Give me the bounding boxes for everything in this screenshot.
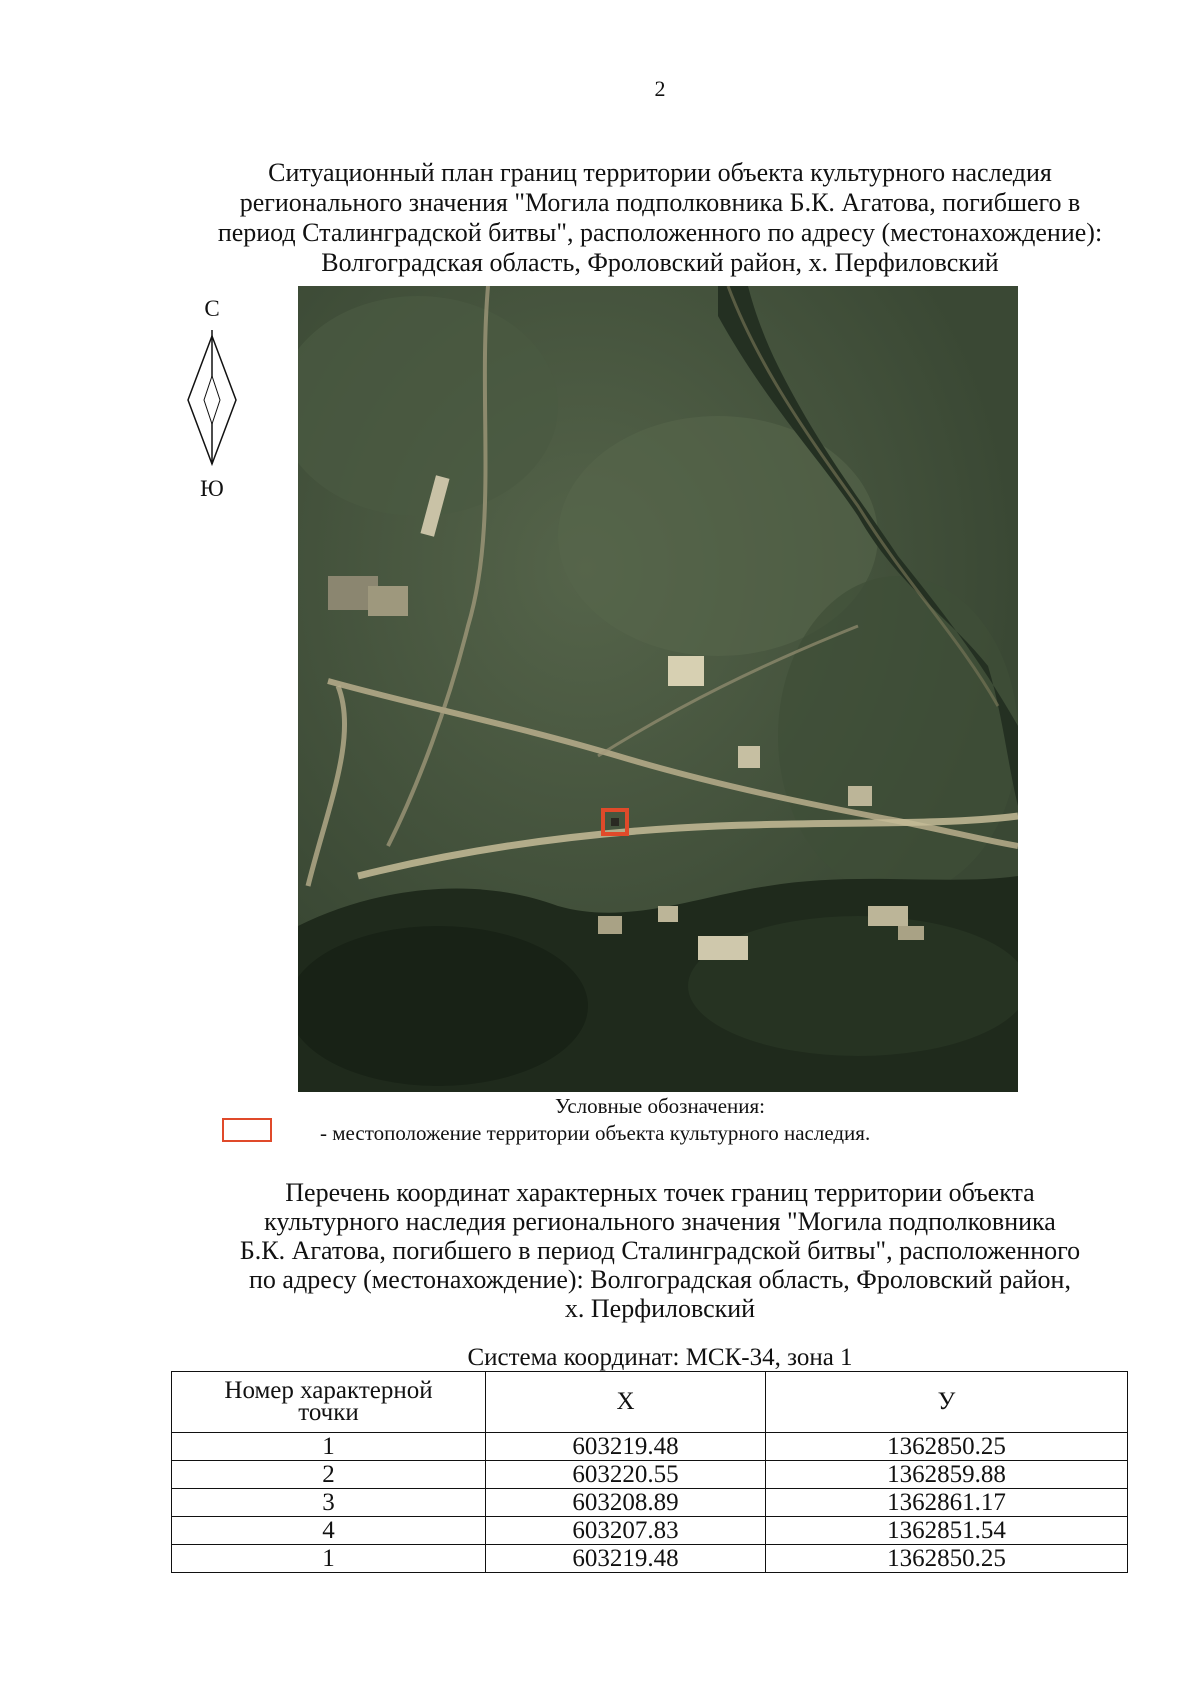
y-value: 1362850.25 — [766, 1433, 1128, 1461]
coordinates-table — [171, 1371, 1128, 1573]
plan-title-line: Волгоградская область, Фроловский район, х. Перфиловский — [321, 248, 999, 277]
north-arrow — [180, 296, 244, 504]
point-number: 1 — [172, 1545, 486, 1573]
header-point-number: Номер характерной точки — [172, 1372, 486, 1433]
compass-arrow-icon — [180, 296, 244, 504]
y-value: 1362861.17 — [766, 1489, 1128, 1517]
plan-title — [150, 158, 1170, 278]
plan-title-line: период Сталинградской битвы", расположенного по адресу (местонахождение): — [217, 218, 1103, 247]
header-x: X — [486, 1372, 766, 1433]
header-y: У — [766, 1372, 1128, 1433]
satellite-image — [298, 286, 1018, 1092]
page-number: 2 — [654, 76, 666, 101]
table-row — [172, 1545, 1128, 1573]
list-title-line: культурного наследия регионального значения "Могила подполковника — [264, 1207, 1056, 1236]
x-value: 603219.48 — [486, 1545, 766, 1573]
point-number: 2 — [172, 1461, 486, 1489]
table-row — [172, 1461, 1128, 1489]
coordinates-list-title — [150, 1178, 1170, 1323]
table-row — [172, 1517, 1128, 1545]
point-number: 4 — [172, 1517, 486, 1545]
legend-title: Условные обозначения: — [554, 1094, 766, 1118]
table-row — [172, 1433, 1128, 1461]
y-value: 1362859.88 — [766, 1461, 1128, 1489]
legend-marker-icon — [222, 1118, 272, 1142]
y-value: 1362850.25 — [766, 1545, 1128, 1573]
legend-item-text: - местоположение территории объекта культурного наследия. — [320, 1121, 871, 1145]
table-row — [172, 1489, 1128, 1517]
x-value: 603220.55 — [486, 1461, 766, 1489]
north-label: С — [204, 296, 220, 321]
list-title-line: Перечень координат характерных точек границ территории объекта — [285, 1178, 1035, 1207]
point-number: 3 — [172, 1489, 486, 1517]
list-title-line: х. Перфиловский — [564, 1294, 756, 1323]
x-value: 603219.48 — [486, 1433, 766, 1461]
plan-title-line: регионального значения "Могила подполковника Б.К. Агатова, погибшего в — [239, 188, 1081, 217]
south-label: Ю — [200, 476, 224, 501]
coordinate-system-label: Система координат: МСК-34, зона 1 — [467, 1344, 853, 1371]
list-title-line: по адресу (местонахождение): Волгоградская область, Фроловский район, — [249, 1265, 1071, 1294]
list-title-line: Б.К. Агатова, погибшего в период Сталинградской битвы", расположенного — [239, 1236, 1081, 1265]
x-value: 603207.83 — [486, 1517, 766, 1545]
satellite-map — [298, 286, 1018, 1092]
point-number: 1 — [172, 1433, 486, 1461]
y-value: 1362851.54 — [766, 1517, 1128, 1545]
plan-title-line: Ситуационный план границ территории объекта культурного наследия — [268, 158, 1052, 187]
x-value: 603208.89 — [486, 1489, 766, 1517]
table-header-row — [172, 1372, 1128, 1433]
